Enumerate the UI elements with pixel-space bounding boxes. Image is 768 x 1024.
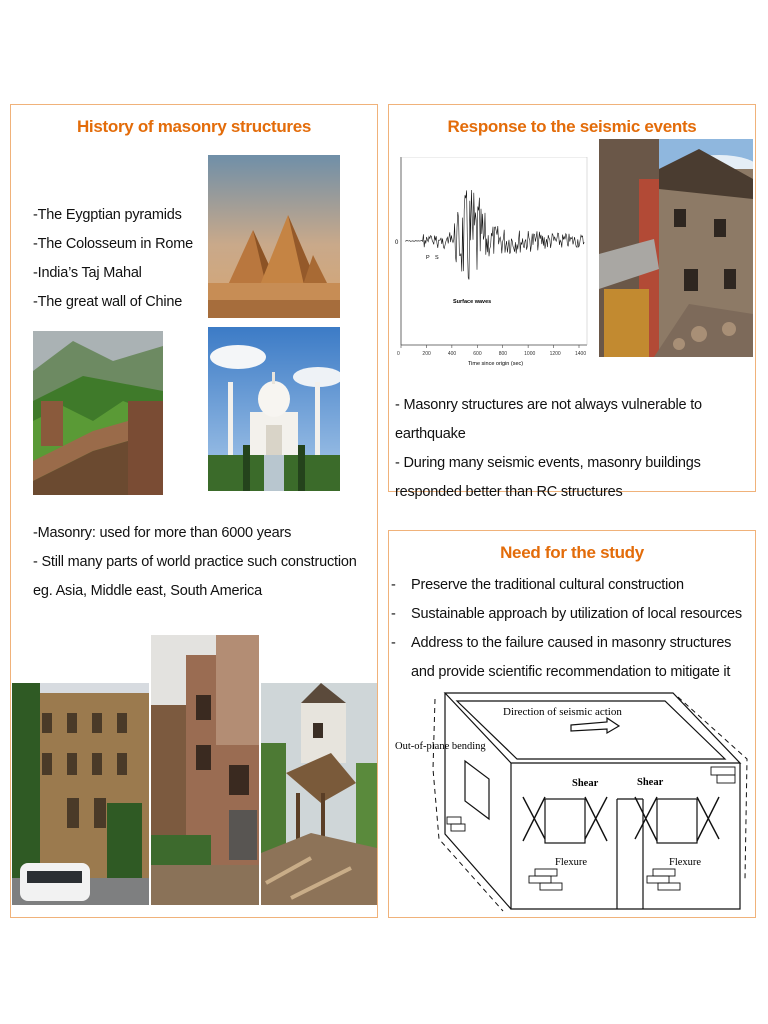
seismogram-x-tick-label: 1200 — [549, 351, 561, 357]
seismic-title: Response to the seismic events — [447, 117, 697, 136]
seismogram-x-tick-label: 200 — [422, 351, 431, 357]
bullet-preserve: - Preserve the traditional cultural construction — [391, 577, 684, 593]
taj-mahal-photo — [208, 327, 340, 491]
pyramids-photo — [208, 155, 340, 318]
shear-label-left: Shear — [572, 778, 599, 789]
seismic-panel — [388, 104, 756, 500]
shear-label-right: Shear — [637, 777, 664, 788]
seismogram-x-tick-label: 0 — [397, 351, 400, 357]
seismogram-x-tick-label: 800 — [498, 351, 508, 357]
out-of-plane-label: Out-of-plane bending — [395, 741, 486, 752]
example-great-wall: -The great wall of Chine — [33, 294, 183, 310]
seismogram-x-tick-label: 1000 — [524, 351, 536, 357]
p-phase-label: P — [426, 255, 430, 261]
seismogram-x-label: Time since origin (sec) — [468, 361, 524, 367]
fact-still-practiced: - Still many parts of world practice such construction eg. Asia, Middle east, South America — [33, 554, 357, 599]
great-wall-photo — [33, 331, 163, 495]
need-bullets — [391, 571, 749, 687]
example-colosseum: -The Colosseum in Rome — [33, 236, 193, 252]
fact-6000-years: -Masonry: used for more than 6000 years — [33, 525, 292, 541]
example-pyramids: -The Eygptian pyramids — [33, 207, 182, 223]
example-taj-mahal: -India’s Taj Mahal — [33, 265, 142, 281]
point-not-vulnerable: - Masonry structures are not always vulnerable to earthquake — [395, 397, 702, 442]
history-examples — [33, 201, 213, 317]
history-panel — [10, 104, 378, 918]
flexure-label-left: Flexure — [555, 857, 588, 868]
surface-waves-label: Surface waves — [453, 299, 492, 305]
masonry-failure-diagram — [395, 689, 751, 915]
need-panel — [388, 530, 756, 918]
seismogram-x-tick-label: 600 — [473, 351, 482, 357]
nepali-building-photo — [151, 635, 259, 905]
flexure-label-right: Flexure — [669, 857, 702, 868]
seismogram-svg — [393, 157, 593, 372]
seismogram-x-tick-label: 400 — [447, 351, 457, 357]
earthquake-damage-photo — [599, 139, 753, 357]
bullet-address-failure: - Address to the failure caused in masonry structures and provide scientific recommendation to mitigate it — [391, 635, 732, 680]
s-phase-label: S — [435, 255, 439, 261]
seismogram-x-tick-label: 1400 — [575, 351, 587, 357]
need-title: Need for the study — [500, 543, 644, 562]
colonial-building-photo — [12, 683, 149, 905]
seismogram-chart — [393, 157, 593, 372]
point-responded-better: - During many seismic events, masonry buildings responded better than RC structures — [395, 455, 701, 500]
bullet-sustainable: - Sustainable approach by utilization of local resources — [391, 606, 742, 622]
history-facts — [33, 519, 368, 606]
seismic-points — [395, 391, 750, 507]
history-title: History of masonry structures — [76, 117, 312, 136]
seismogram-origin-label: 0 — [395, 240, 399, 246]
collapsed-house-photo — [261, 683, 377, 905]
direction-label: Direction of seismic action — [503, 706, 622, 718]
